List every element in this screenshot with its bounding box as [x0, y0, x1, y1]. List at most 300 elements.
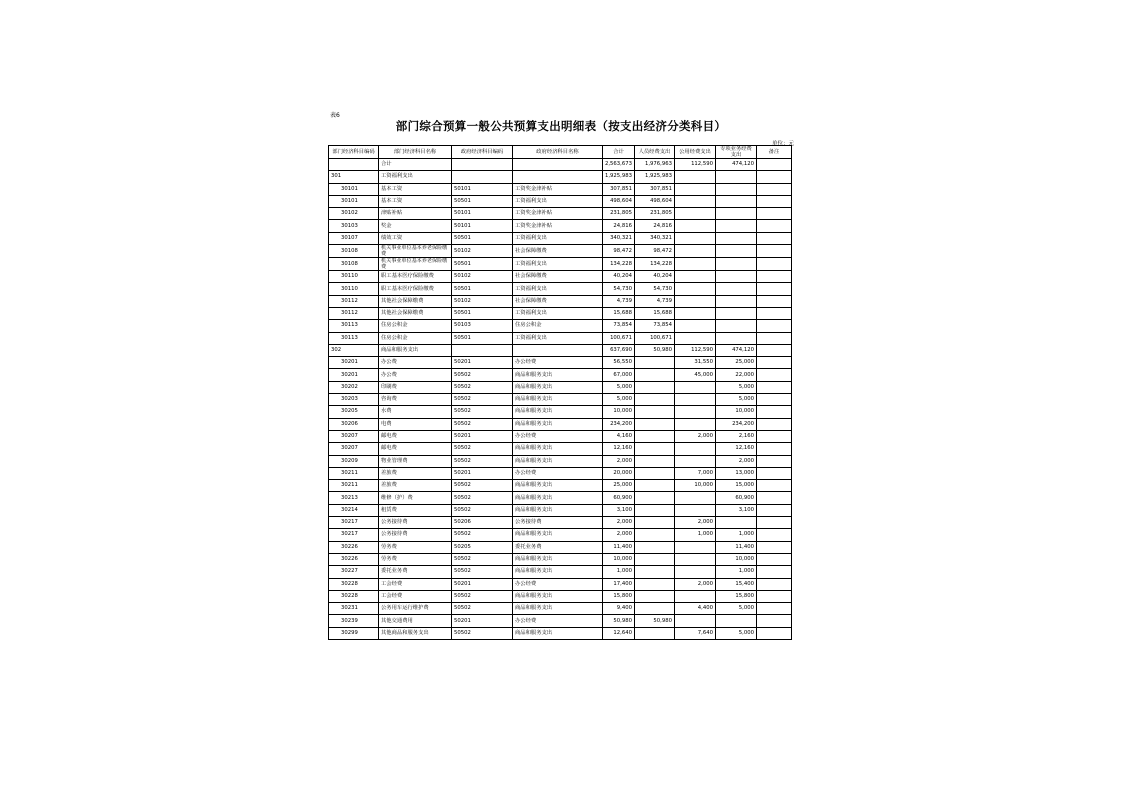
table-row: [329, 480, 792, 492]
total-cell: 1,000: [603, 566, 635, 578]
code-cell: 30203: [329, 394, 379, 406]
note-cell: [756, 430, 791, 442]
name-cell: 咨询费: [379, 394, 452, 406]
code-cell: 30211: [329, 467, 379, 479]
special-cell: 5,000: [715, 603, 756, 615]
personnel-cell: [634, 455, 674, 467]
public-cell: 112,590: [674, 159, 715, 171]
gov-code-cell: 50502: [452, 406, 513, 418]
public-cell: 2,000: [674, 430, 715, 442]
gov-code-cell: 50502: [452, 381, 513, 393]
table-row: [329, 344, 792, 356]
total-cell: 5,000: [603, 394, 635, 406]
name-cell: 津贴补贴: [379, 208, 452, 220]
gov-name-cell: 工资福利支出: [513, 283, 603, 295]
personnel-cell: [634, 406, 674, 418]
table-row: [329, 603, 792, 615]
public-cell: [674, 418, 715, 430]
gov-code-cell: 50501: [452, 283, 513, 295]
gov-code-cell: 50502: [452, 418, 513, 430]
code-cell: 30110: [329, 283, 379, 295]
total-cell: 2,000: [603, 529, 635, 541]
page-title: 部门综合预算一般公共预算支出明细表（按支出经济分类科目）: [395, 119, 727, 133]
note-cell: [756, 492, 791, 504]
note-cell: [756, 517, 791, 529]
personnel-cell: 134,228: [634, 258, 674, 271]
gov-name-cell: 商品和服务支出: [513, 418, 603, 430]
name-cell: 办公费: [379, 369, 452, 381]
special-cell: 5,000: [715, 394, 756, 406]
name-cell: 公务用车运行维护费: [379, 603, 452, 615]
code-cell: 30102: [329, 208, 379, 220]
code-cell: 301: [329, 171, 379, 183]
total-cell: 73,854: [603, 320, 635, 332]
note-cell: [756, 159, 791, 171]
table-row: [329, 455, 792, 467]
name-cell: 职工基本医疗保险缴费: [379, 283, 452, 295]
total-cell: 4,160: [603, 430, 635, 442]
total-cell: 2,000: [603, 517, 635, 529]
gov-code-cell: 50101: [452, 183, 513, 195]
total-cell: 12,160: [603, 443, 635, 455]
table-row: [329, 307, 792, 319]
public-cell: [674, 455, 715, 467]
name-cell: 劳务费: [379, 541, 452, 553]
gov-code-cell: 50501: [452, 307, 513, 319]
personnel-cell: [634, 504, 674, 516]
personnel-cell: [634, 517, 674, 529]
special-cell: [715, 295, 756, 307]
gov-code-cell: 50102: [452, 271, 513, 283]
code-cell: 30231: [329, 603, 379, 615]
code-cell: 30113: [329, 332, 379, 344]
personnel-cell: [634, 418, 674, 430]
table-row: [329, 195, 792, 207]
table-row: [329, 492, 792, 504]
special-cell: 15,800: [715, 590, 756, 602]
gov-name-cell: 商品和服务支出: [513, 394, 603, 406]
total-cell: 2,000: [603, 455, 635, 467]
gov-name-cell: 商品和服务支出: [513, 603, 603, 615]
gov-name-cell: 商品和服务支出: [513, 590, 603, 602]
name-cell: 印刷费: [379, 381, 452, 393]
gov-code-cell: 50501: [452, 258, 513, 271]
gov-name-cell: 工资福利支出: [513, 232, 603, 244]
gov-name-cell: 社会保障缴费: [513, 295, 603, 307]
header-special: 专项业务经费支出: [715, 146, 756, 159]
gov-code-cell: 50102: [452, 245, 513, 258]
special-cell: [715, 220, 756, 232]
total-cell: 4,739: [603, 295, 635, 307]
special-cell: [715, 245, 756, 258]
code-cell: 30299: [329, 627, 379, 639]
public-cell: [674, 183, 715, 195]
special-cell: 15,400: [715, 578, 756, 590]
public-cell: [674, 332, 715, 344]
name-cell: 绩效工资: [379, 232, 452, 244]
header-dept-name: 部门经济科目名称: [379, 146, 452, 159]
special-cell: 10,000: [715, 406, 756, 418]
code-cell: 30213: [329, 492, 379, 504]
gov-name-cell: [513, 159, 603, 171]
code-cell: 30226: [329, 553, 379, 565]
gov-name-cell: 办公经费: [513, 578, 603, 590]
note-cell: [756, 381, 791, 393]
personnel-cell: 1,925,983: [634, 171, 674, 183]
gov-code-cell: 50502: [452, 603, 513, 615]
public-cell: [674, 615, 715, 627]
note-cell: [756, 271, 791, 283]
special-cell: [715, 283, 756, 295]
gov-code-cell: [452, 171, 513, 183]
table-row: [329, 517, 792, 529]
note-cell: [756, 357, 791, 369]
public-cell: [674, 258, 715, 271]
name-cell: 基本工资: [379, 183, 452, 195]
code-cell: 30209: [329, 455, 379, 467]
total-cell: 15,800: [603, 590, 635, 602]
special-cell: [715, 615, 756, 627]
personnel-cell: [634, 590, 674, 602]
sheet-label: 表6: [330, 112, 340, 119]
gov-code-cell: 50502: [452, 566, 513, 578]
table-row: [329, 220, 792, 232]
name-cell: 机关事业单位基本养老保险缴费: [379, 245, 452, 258]
code-cell: 30217: [329, 529, 379, 541]
total-cell: 134,228: [603, 258, 635, 271]
personnel-cell: [634, 541, 674, 553]
gov-code-cell: 50102: [452, 295, 513, 307]
header-gov-name: 政府经济科目名称: [513, 146, 603, 159]
name-cell: 其他交通费用: [379, 615, 452, 627]
note-cell: [756, 590, 791, 602]
special-cell: 15,000: [715, 480, 756, 492]
total-cell: 98,472: [603, 245, 635, 258]
note-cell: [756, 208, 791, 220]
gov-name-cell: 商品和服务支出: [513, 627, 603, 639]
note-cell: [756, 220, 791, 232]
code-cell: 30201: [329, 369, 379, 381]
header-gov-code: 政府经济科目编码: [452, 146, 513, 159]
table-row: [329, 232, 792, 244]
public-cell: [674, 406, 715, 418]
total-cell: 54,730: [603, 283, 635, 295]
table-row: [329, 283, 792, 295]
special-cell: 11,400: [715, 541, 756, 553]
table-row: [329, 529, 792, 541]
gov-name-cell: 工资奖金津补贴: [513, 220, 603, 232]
total-cell: 60,900: [603, 492, 635, 504]
total-cell: 637,690: [603, 344, 635, 356]
name-cell: 工会经费: [379, 590, 452, 602]
header-total: 合计: [603, 146, 635, 159]
gov-name-cell: 办公经费: [513, 430, 603, 442]
personnel-cell: 100,671: [634, 332, 674, 344]
public-cell: [674, 271, 715, 283]
gov-name-cell: 工资奖金津补贴: [513, 208, 603, 220]
gov-code-cell: 50103: [452, 320, 513, 332]
table-row: [329, 541, 792, 553]
gov-code-cell: 50502: [452, 443, 513, 455]
note-cell: [756, 406, 791, 418]
code-cell: 30108: [329, 245, 379, 258]
special-cell: 1,000: [715, 566, 756, 578]
public-cell: [674, 307, 715, 319]
total-cell: 9,400: [603, 603, 635, 615]
public-cell: 10,000: [674, 480, 715, 492]
gov-code-cell: 50502: [452, 455, 513, 467]
name-cell: 商品和服务支出: [379, 344, 452, 356]
gov-code-cell: 50201: [452, 357, 513, 369]
personnel-cell: [634, 603, 674, 615]
code-cell: 302: [329, 344, 379, 356]
personnel-cell: [634, 480, 674, 492]
gov-name-cell: 商品和服务支出: [513, 406, 603, 418]
gov-name-cell: 工资奖金津补贴: [513, 183, 603, 195]
special-cell: 25,000: [715, 357, 756, 369]
name-cell: 委托业务费: [379, 566, 452, 578]
gov-code-cell: 50201: [452, 467, 513, 479]
name-cell: 机关事业单位基本养老保险缴费: [379, 258, 452, 271]
gov-code-cell: 50501: [452, 195, 513, 207]
note-cell: [756, 578, 791, 590]
special-cell: 474,120: [715, 159, 756, 171]
gov-name-cell: 工资福利支出: [513, 195, 603, 207]
name-cell: 邮电费: [379, 443, 452, 455]
name-cell: 维修（护）费: [379, 492, 452, 504]
note-cell: [756, 443, 791, 455]
gov-code-cell: 50502: [452, 492, 513, 504]
total-cell: 340,321: [603, 232, 635, 244]
public-cell: [674, 381, 715, 393]
code-cell: 30113: [329, 320, 379, 332]
gov-name-cell: 商品和服务支出: [513, 553, 603, 565]
code-cell: [329, 159, 379, 171]
special-cell: [715, 208, 756, 220]
name-cell: 劳务费: [379, 553, 452, 565]
name-cell: 住房公积金: [379, 332, 452, 344]
code-cell: 30214: [329, 504, 379, 516]
table-row: [329, 208, 792, 220]
note-cell: [756, 615, 791, 627]
personnel-cell: [634, 369, 674, 381]
note-cell: [756, 183, 791, 195]
code-cell: 30108: [329, 258, 379, 271]
name-cell: 工会经费: [379, 578, 452, 590]
special-cell: 13,000: [715, 467, 756, 479]
name-cell: 工资福利支出: [379, 171, 452, 183]
special-cell: [715, 271, 756, 283]
public-cell: [674, 492, 715, 504]
table-row: [329, 566, 792, 578]
header-note: 备注: [756, 146, 791, 159]
name-cell: 差旅费: [379, 467, 452, 479]
code-cell: 30217: [329, 517, 379, 529]
name-cell: 其他社会保障缴费: [379, 307, 452, 319]
special-cell: [715, 517, 756, 529]
gov-name-cell: 工资福利支出: [513, 332, 603, 344]
note-cell: [756, 603, 791, 615]
note-cell: [756, 332, 791, 344]
public-cell: [674, 295, 715, 307]
personnel-cell: [634, 394, 674, 406]
table-body: [329, 159, 792, 640]
public-cell: [674, 195, 715, 207]
table-row: [329, 381, 792, 393]
code-cell: 30205: [329, 406, 379, 418]
personnel-cell: 50,980: [634, 344, 674, 356]
personnel-cell: 1,976,963: [634, 159, 674, 171]
gov-name-cell: 商品和服务支出: [513, 529, 603, 541]
personnel-cell: 73,854: [634, 320, 674, 332]
unit-label: 单位：元: [772, 141, 795, 147]
personnel-cell: 24,816: [634, 220, 674, 232]
table-row: [329, 245, 792, 258]
public-cell: [674, 283, 715, 295]
special-cell: 1,000: [715, 529, 756, 541]
name-cell: 其他商品和服务支出: [379, 627, 452, 639]
note-cell: [756, 418, 791, 430]
gov-name-cell: 商品和服务支出: [513, 492, 603, 504]
gov-name-cell: 委托业务费: [513, 541, 603, 553]
gov-code-cell: 50205: [452, 541, 513, 553]
table-row: [329, 159, 792, 171]
gov-code-cell: 50502: [452, 504, 513, 516]
personnel-cell: [634, 492, 674, 504]
table-row: [329, 369, 792, 381]
personnel-cell: [634, 430, 674, 442]
name-cell: 租赁费: [379, 504, 452, 516]
code-cell: 30112: [329, 307, 379, 319]
special-cell: 12,160: [715, 443, 756, 455]
total-cell: 40,204: [603, 271, 635, 283]
table-row: [329, 430, 792, 442]
header-public: 公用经费支出: [674, 146, 715, 159]
code-cell: 30101: [329, 183, 379, 195]
personnel-cell: [634, 553, 674, 565]
personnel-cell: [634, 381, 674, 393]
special-cell: [715, 320, 756, 332]
gov-name-cell: 办公经费: [513, 615, 603, 627]
note-cell: [756, 283, 791, 295]
public-cell: [674, 220, 715, 232]
gov-name-cell: 工资福利支出: [513, 307, 603, 319]
personnel-cell: [634, 467, 674, 479]
special-cell: [715, 195, 756, 207]
gov-name-cell: 商品和服务支出: [513, 504, 603, 516]
note-cell: [756, 480, 791, 492]
total-cell: 17,400: [603, 578, 635, 590]
special-cell: [715, 171, 756, 183]
gov-name-cell: 商品和服务支出: [513, 566, 603, 578]
table-row: [329, 271, 792, 283]
personnel-cell: [634, 566, 674, 578]
table-row: [329, 171, 792, 183]
public-cell: [674, 541, 715, 553]
total-cell: 11,400: [603, 541, 635, 553]
table-row: [329, 183, 792, 195]
total-cell: 56,550: [603, 357, 635, 369]
code-cell: 30228: [329, 590, 379, 602]
personnel-cell: 231,805: [634, 208, 674, 220]
code-cell: 30206: [329, 418, 379, 430]
total-cell: 24,816: [603, 220, 635, 232]
code-cell: 30207: [329, 430, 379, 442]
table-row: [329, 627, 792, 639]
personnel-cell: [634, 443, 674, 455]
gov-name-cell: 工资福利支出: [513, 258, 603, 271]
personnel-cell: [634, 357, 674, 369]
public-cell: 45,000: [674, 369, 715, 381]
special-cell: 60,900: [715, 492, 756, 504]
code-cell: 30239: [329, 615, 379, 627]
code-cell: 30103: [329, 220, 379, 232]
gov-name-cell: 商品和服务支出: [513, 369, 603, 381]
public-cell: [674, 245, 715, 258]
personnel-cell: 15,688: [634, 307, 674, 319]
name-cell: 合计: [379, 159, 452, 171]
gov-code-cell: 50502: [452, 529, 513, 541]
gov-code-cell: 50502: [452, 394, 513, 406]
gov-code-cell: 50502: [452, 590, 513, 602]
table-row: [329, 320, 792, 332]
name-cell: 物业管理费: [379, 455, 452, 467]
header-personnel: 人员经费支出: [634, 146, 674, 159]
special-cell: [715, 232, 756, 244]
gov-code-cell: 50101: [452, 220, 513, 232]
public-cell: [674, 320, 715, 332]
name-cell: 邮电费: [379, 430, 452, 442]
gov-code-cell: 50201: [452, 615, 513, 627]
special-cell: 2,160: [715, 430, 756, 442]
gov-name-cell: 办公经费: [513, 357, 603, 369]
table-row: [329, 258, 792, 271]
note-cell: [756, 320, 791, 332]
gov-code-cell: [452, 159, 513, 171]
special-cell: 3,100: [715, 504, 756, 516]
code-cell: 30226: [329, 541, 379, 553]
gov-name-cell: 商品和服务支出: [513, 381, 603, 393]
table-row: [329, 295, 792, 307]
table-row: [329, 590, 792, 602]
table-row: [329, 418, 792, 430]
table-header-row: [329, 146, 792, 159]
special-cell: 234,200: [715, 418, 756, 430]
total-cell: 15,688: [603, 307, 635, 319]
code-cell: 30228: [329, 578, 379, 590]
personnel-cell: 40,204: [634, 271, 674, 283]
note-cell: [756, 295, 791, 307]
personnel-cell: 498,604: [634, 195, 674, 207]
personnel-cell: 340,321: [634, 232, 674, 244]
code-cell: 30211: [329, 480, 379, 492]
total-cell: 12,640: [603, 627, 635, 639]
total-cell: 10,000: [603, 553, 635, 565]
table-row: [329, 357, 792, 369]
note-cell: [756, 344, 791, 356]
note-cell: [756, 394, 791, 406]
gov-name-cell: [513, 344, 603, 356]
gov-name-cell: [513, 171, 603, 183]
gov-name-cell: 商品和服务支出: [513, 455, 603, 467]
public-cell: 31,550: [674, 357, 715, 369]
table-row: [329, 553, 792, 565]
total-cell: 498,604: [603, 195, 635, 207]
public-cell: 112,590: [674, 344, 715, 356]
total-cell: 307,851: [603, 183, 635, 195]
total-cell: 5,000: [603, 381, 635, 393]
public-cell: 7,640: [674, 627, 715, 639]
